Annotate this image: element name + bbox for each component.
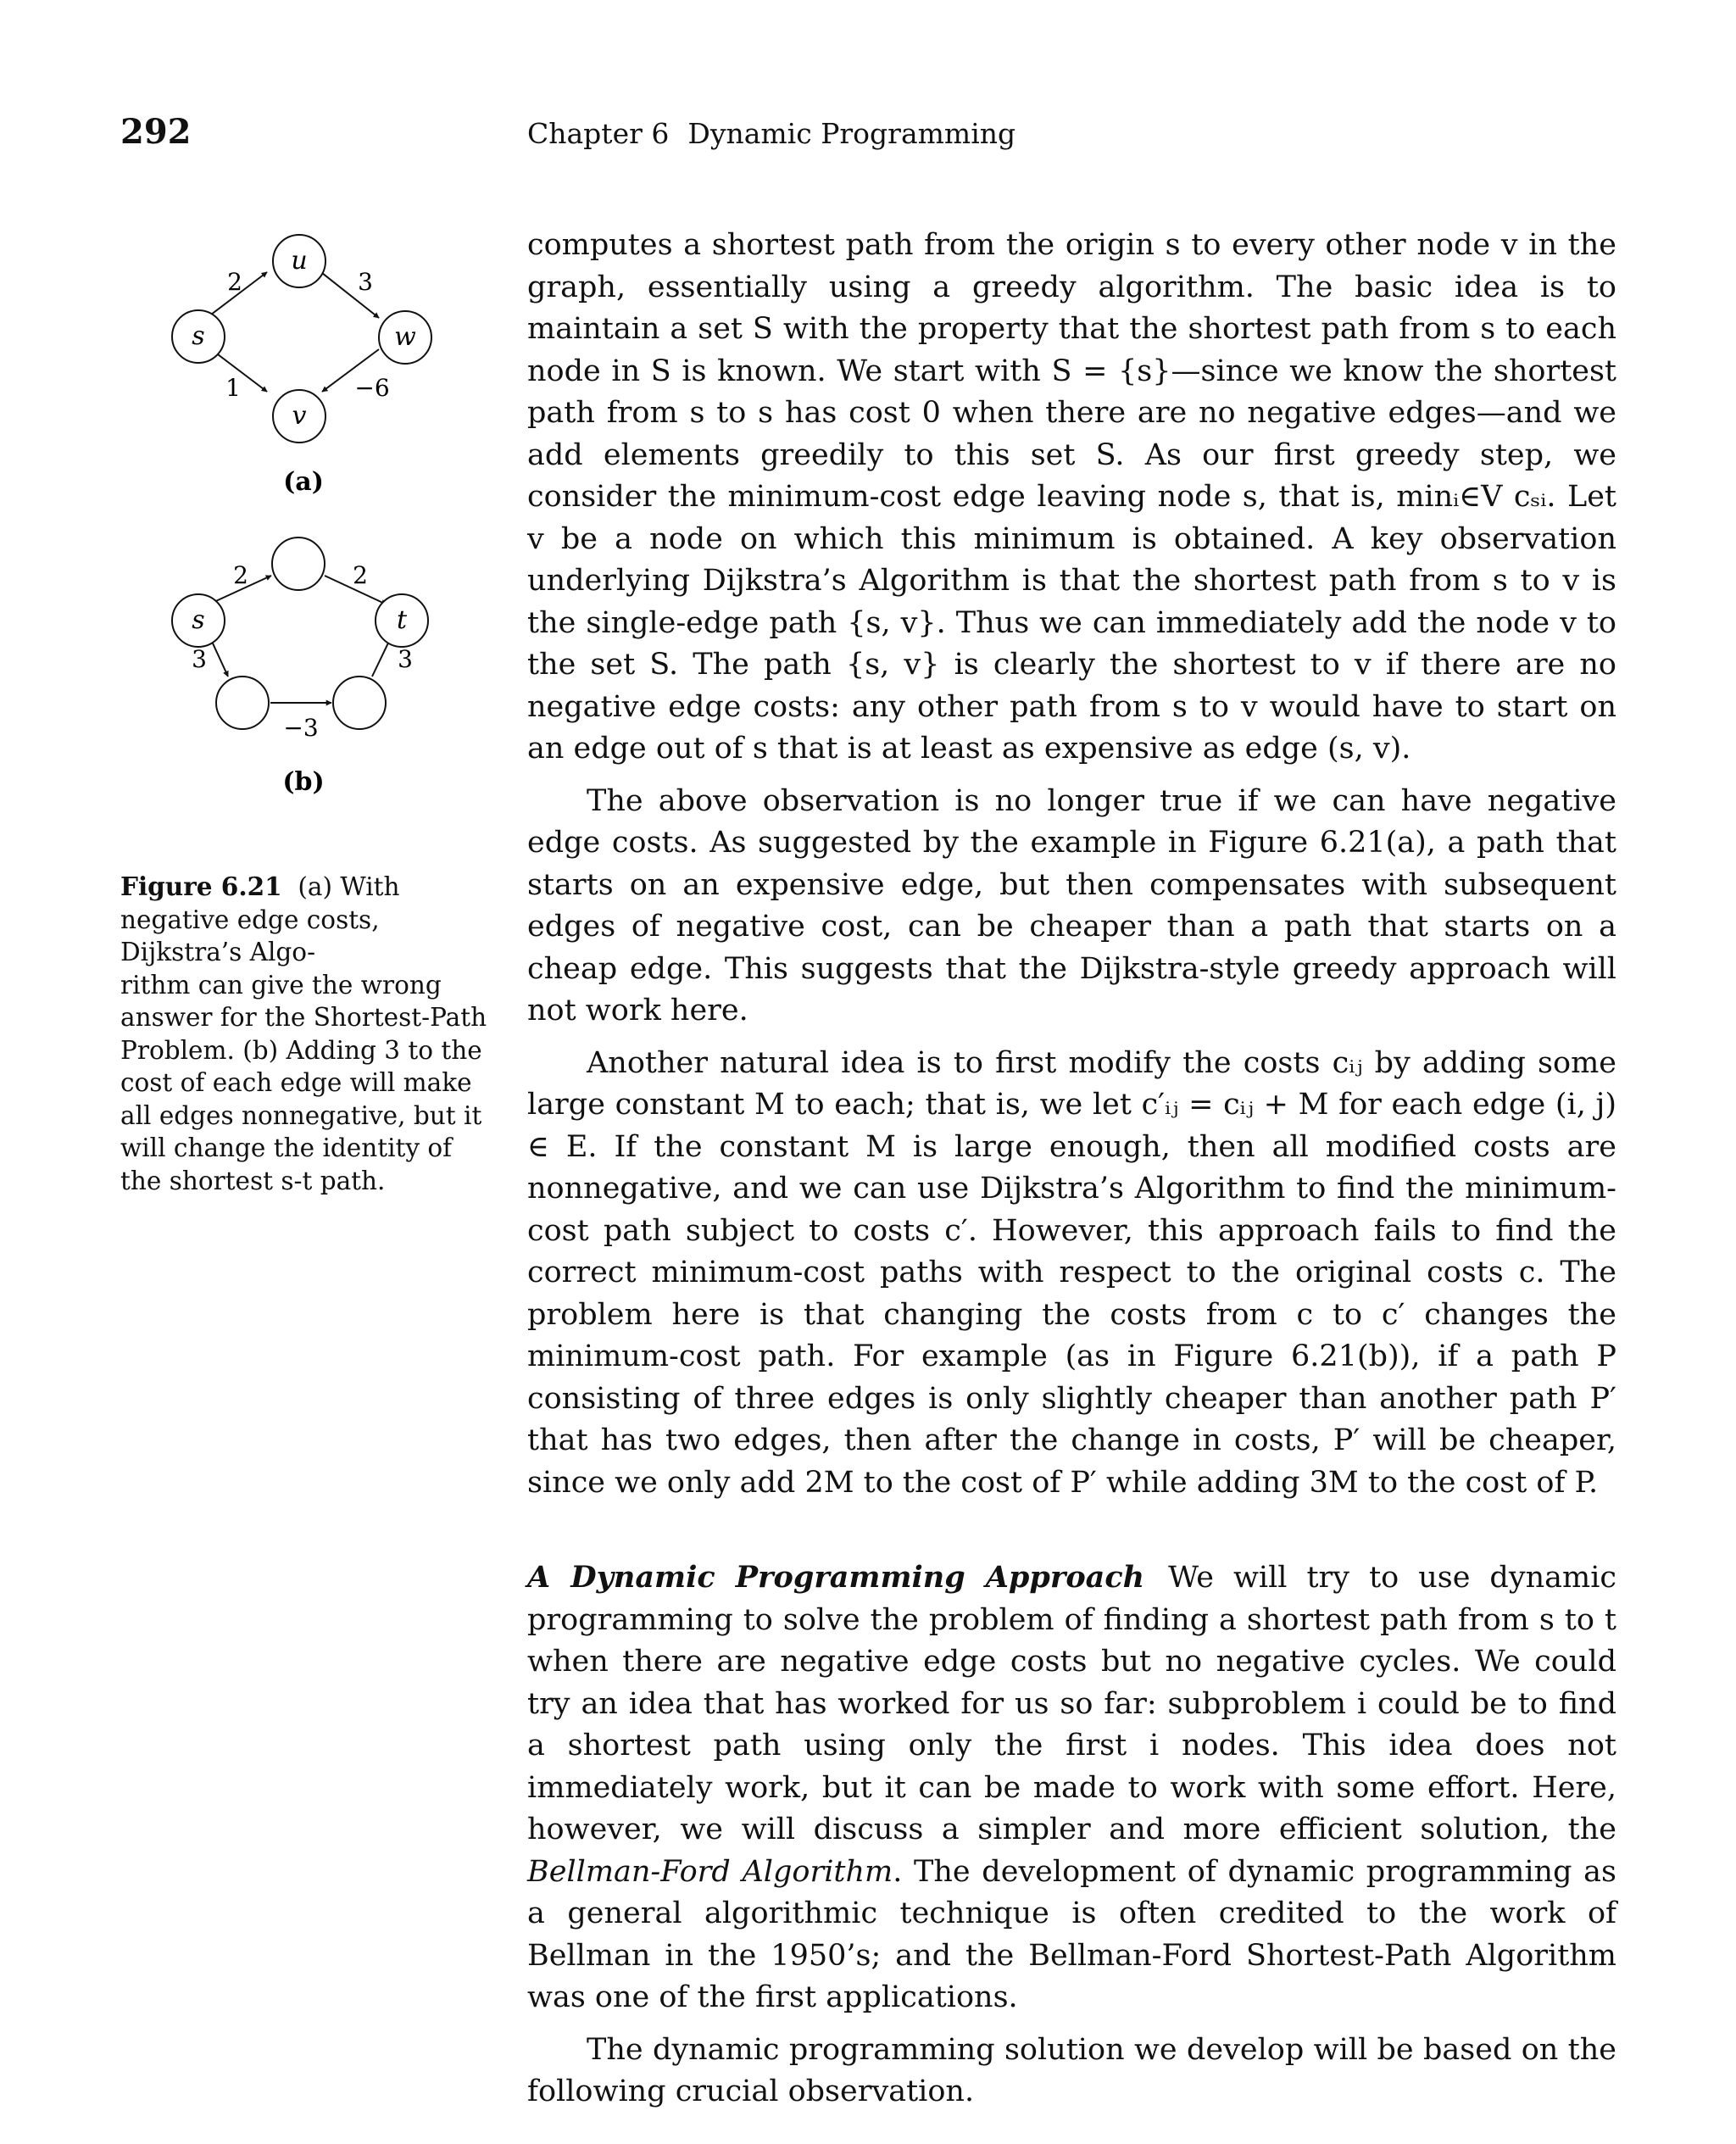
paragraph-4-text-a: We will try to use dynamic programming to solve the problem of finding a shortest path from s to t when there are negative edge costs but no negative cycles. We could try an idea that has worked for us so far: subproblem i could be to find a shortest path using only the first i nodes. This idea does not immediately work, but it can be made to work with some effort. Here, however, we will discuss a simpler and more efficient solution, the — [527, 1561, 1616, 1846]
edge-bottom-left-right-label: −3 — [283, 714, 319, 742]
paragraph-1: computes a shortest path from the origin s to every other node v in the graph, essentially using a greedy algorithm. The basic idea is to maintain a set S with the property that the shortest path from s to each node in S is known. We start with S = {s}—since we know the shortest path from s to s has cost 0 when there are no negative edges—and we add elements greedily to this set S. As our first greedy step, we consider the minimum-cost edge leaving node s, that is, minᵢ∈V cₛᵢ. Let v be a node on which this minimum is obtained. A key observation underlying Dijkstra’s Algorithm is that the shortest path from s to v is the single-edge path {s, v}. Thus we can immediately add the node v to the set S. The path {s, v} is clearly the shortest to v if there are no negative edge costs: any other path from s to v would have to start on an edge out of s that is at least as expensive as edge (s, v). — [527, 228, 1616, 766]
figure-caption — [120, 871, 490, 1197]
page-number: 292 — [120, 112, 192, 152]
paragraph-2: The above observation is no longer true if we can have negative edge costs. As suggested by the example in Figure 6.21(a), a path that starts on an expensive edge, but then compensates with subsequent edges of negative cost, can be cheaper than a path that starts on a cheap edge. This suggests that the Dijkstra-style greedy approach will not work here. — [527, 783, 1616, 1027]
edge-w-v-label: −6 — [354, 374, 390, 402]
paragraph-3: Another natural idea is to first modify the costs cᵢⱼ by adding some large constant M to each; that is, we let c′ᵢⱼ = cᵢⱼ + M for each edge (i, j) ∈ E. If the constant M is large enough, then all modified costs are nonnegative, and we can use Dijkstra’s Algorithm to find the minimum-cost path subject to costs c′. However, this approach fails to find the correct minimum-cost paths with respect to the original costs c. The problem here is that changing the costs from c to c′ changes the minimum-cost path. For example (as in Figure 6.21(b)), if a path P consisting of three edges is only slightly cheaper than another path P′ that has two edges, then after the change in costs, P′ will be cheaper, since we only add 2M to the cost of P′ while adding 3M to the cost of P. — [527, 1045, 1616, 1500]
section-title: A Dynamic Programming Approach — [527, 1560, 1145, 1595]
node-s-b-label: s — [192, 605, 205, 635]
graph-b — [120, 521, 493, 801]
chapter-title: Dynamic Programming — [687, 117, 1016, 150]
edge-top-t-label: 2 — [353, 561, 368, 589]
edge-s-v-label: 1 — [225, 374, 241, 402]
graph-b-label: (b) — [282, 767, 325, 797]
node-top — [272, 537, 325, 590]
edge-s-top-label: 2 — [233, 561, 248, 589]
bellman-ford-term: Bellman-Ford Algorithm — [527, 1854, 893, 1889]
node-bottom-left — [216, 677, 269, 729]
node-bottom-right — [333, 677, 386, 729]
caption-text: (a) With negative edge costs, Dijkstra’s Algo- rithm can give the wrong answer for the Shortest-Path Problem. (b) Adding 3 to the cost of each edge will make all edges nonnegative, but it will change the identity of the shortest s-t path. — [120, 872, 487, 1195]
edge-s-bottom-left-label: 3 — [192, 645, 207, 673]
node-s-label: s — [192, 321, 205, 351]
chapter-label: Chapter 6 — [527, 117, 670, 150]
node-w-label: w — [394, 322, 416, 352]
paragraph-4-text-b: . The development of dynamic programming as a general algorithmic technique is often credited to the work of Bellman in the 1950’s; and the Bellman-Ford Shortest-Path Algorithm was one of the first applications. — [527, 1854, 1616, 2014]
edge-bottom-right-t-label: 3 — [398, 645, 413, 673]
edge-s-u-label: 2 — [227, 268, 242, 296]
paragraph-5: The dynamic programming solution we develop will be based on the following crucial observation. — [527, 2032, 1616, 2108]
body-text — [527, 225, 1616, 2113]
page-header — [0, 112, 1736, 163]
figure-6-21 — [120, 225, 493, 801]
node-v-label: v — [292, 401, 307, 431]
node-t-label: t — [396, 605, 408, 635]
edge-u-w-label: 3 — [358, 268, 373, 296]
node-u-label: u — [291, 246, 308, 276]
graph-a — [120, 225, 493, 513]
running-head — [527, 117, 1015, 150]
graph-a-label: (a) — [283, 467, 324, 497]
paragraph-4 — [527, 1556, 1616, 2019]
caption-label: Figure 6.21 — [120, 872, 282, 901]
